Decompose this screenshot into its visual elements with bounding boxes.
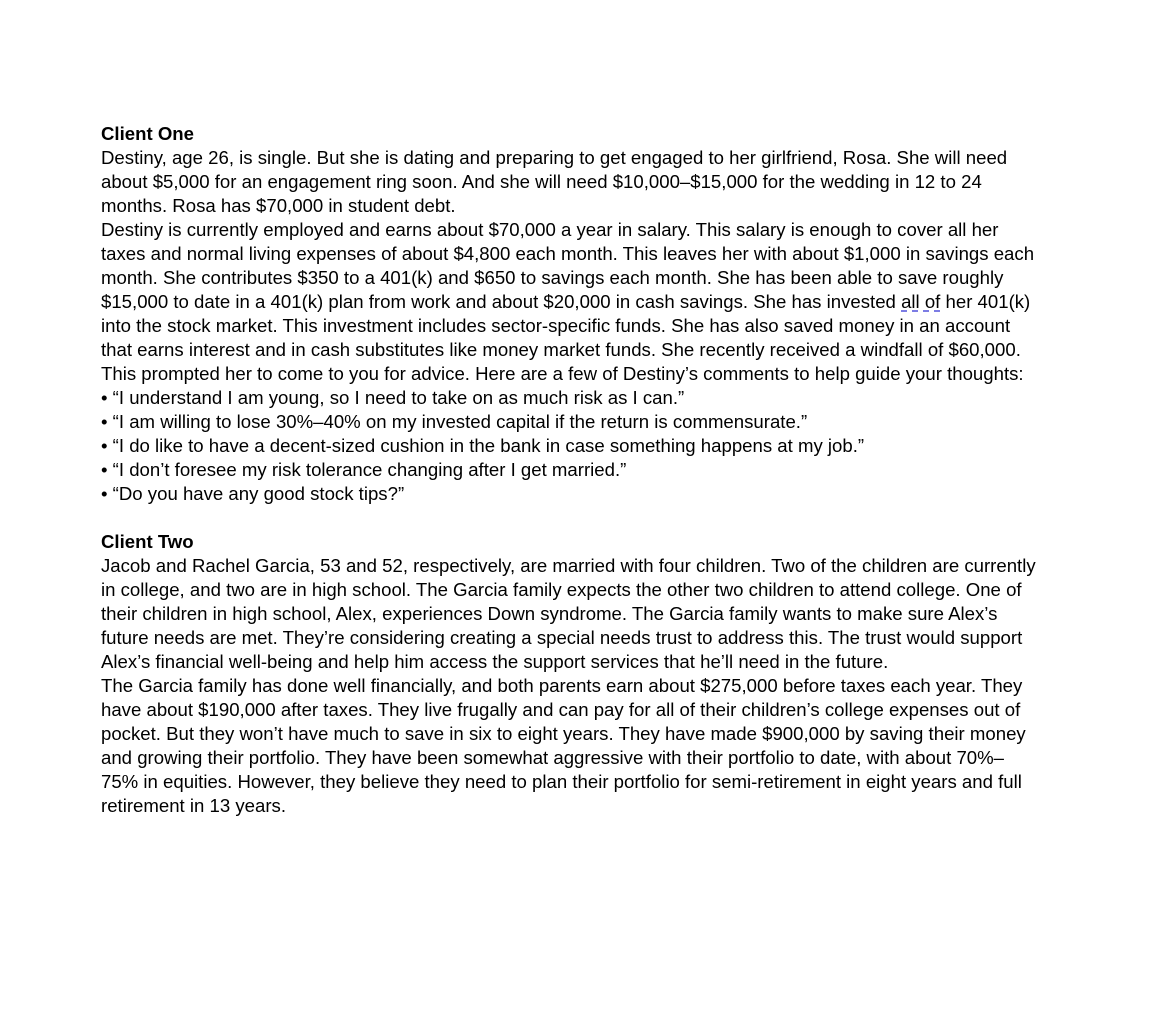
paragraph-2-text-start: Destiny is currently employed and earns about $70,000 a year in salary. This salary is enough to cover all her taxes and normal living expenses of about $4,800 each month. This leaves her with about $1,000 in savings each month. She contributes $350 to a 401(k) and $650 to savings each month. She has been able to save roughly $15,000 to date in a 401(k) plan from work and about $20,000 in cash savings. She has invested xyxy=(101,219,1035,312)
client-one-paragraph-1: Destiny, age 26, is single. But she is dating and preparing to get engaged to her girlfriend, Rosa. She will need about $5,000 for an engagement ring soon. And she will need $10,000–$15,000 for the wedding in 12 to 24 months. Rosa has $70,000 in student debt. xyxy=(101,147,1008,216)
client-two-paragraph-2: The Garcia family has done well financially, and both parents earn about $275,000 before taxes each year. They have about $190,000 after taxes. They live frugally and can pay for all of their children’s college expenses out of pocket. But they won’t have much to save in six to eight years. They have made $900,000 by saving their money and growing their portfolio. They have been somewhat aggressive with their portfolio to date, with about 70%–75% in equities. However, they believe they need to plan their portfolio for semi-retirement in eight years and full retirement in 13 years. xyxy=(101,675,1026,816)
client-one-comments-list xyxy=(101,386,1041,506)
client-two-heading: Client Two xyxy=(101,531,194,552)
section-spacer xyxy=(101,506,1041,530)
list-item: • “I don’t foresee my risk tolerance changing after I get married.” xyxy=(101,459,627,480)
grammar-suggestion-underline[interactable]: all of xyxy=(901,291,941,312)
client-one-section xyxy=(101,122,1041,506)
document-page xyxy=(101,122,1041,818)
client-one-paragraph-2 xyxy=(101,218,1041,386)
client-one-heading: Client One xyxy=(101,123,194,144)
list-item: • “I do like to have a decent-sized cushion in the bank in case something happens at my job.” xyxy=(101,435,865,456)
list-item: • “Do you have any good stock tips?” xyxy=(101,483,405,504)
client-two-paragraph-1: Jacob and Rachel Garcia, 53 and 52, respectively, are married with four children. Two of the children are currently in college, and two are in high school. The Garcia family expects the other two children to attend college. One of their children in high school, Alex, experiences Down syndrome. The Garcia family wants to make sure Alex’s future needs are met. They’re considering creating a special needs trust to address this. The trust would support Alex’s financial well-being and help him access the support services that he’ll need in the future. xyxy=(101,555,1036,672)
paragraph-2-text-end: her 401(k) into the stock market. This investment includes sector-specific funds. She has also saved money in an account that earns interest and in cash substitutes like money market funds. She recently received a windfall of $60,000. This prompted her to come to you for advice. Here are a few of Destiny’s comments to help guide your thoughts: xyxy=(101,291,1031,384)
client-two-section xyxy=(101,530,1041,818)
list-item: • “I am willing to lose 30%–40% on my invested capital if the return is commensurate.” xyxy=(101,411,808,432)
list-item: • “I understand I am young, so I need to take on as much risk as I can.” xyxy=(101,387,685,408)
